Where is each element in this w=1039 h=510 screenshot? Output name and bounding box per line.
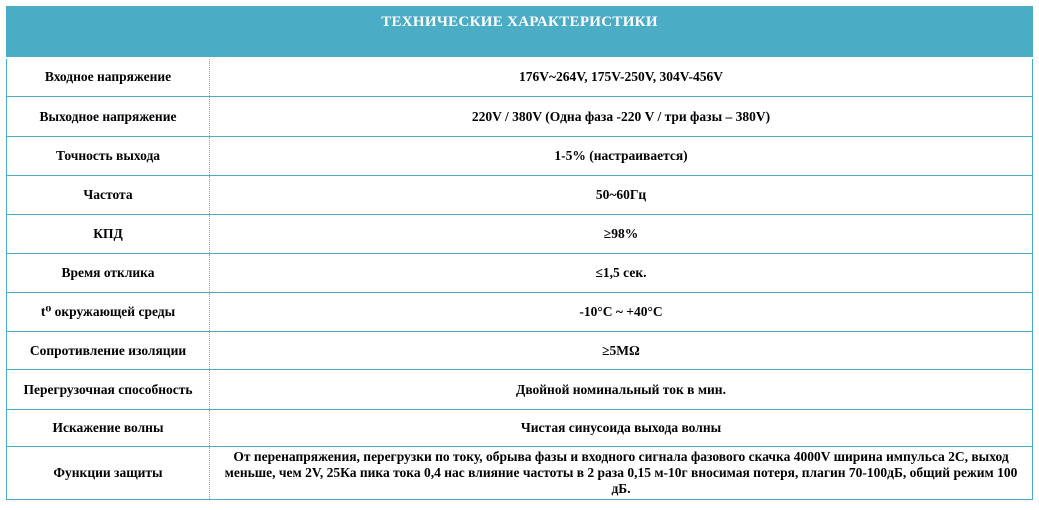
- row-label: Точность выхода: [7, 137, 210, 176]
- table-row: [7, 447, 1033, 500]
- row-label: Функции защиты: [7, 447, 210, 500]
- table-row: [7, 176, 1033, 215]
- table-row: [7, 410, 1033, 447]
- table-row: [7, 332, 1033, 370]
- row-label: Входное напряжение: [7, 58, 210, 97]
- row-label: Выходное напряжение: [7, 97, 210, 137]
- table-row: [7, 254, 1033, 293]
- row-label: Время отклика: [7, 254, 210, 293]
- row-value: ≥98%: [210, 215, 1033, 254]
- table-row: [7, 370, 1033, 410]
- row-value: ≤1,5 сек.: [210, 254, 1033, 293]
- table-row: [7, 215, 1033, 254]
- row-label: Перегрузочная способность: [7, 370, 210, 410]
- row-label: Искажение волны: [7, 410, 210, 447]
- row-value: ≥5MΩ: [210, 332, 1033, 370]
- table-row: [7, 58, 1033, 97]
- table-title: ТЕХНИЧЕСКИЕ ХАРАКТЕРИСТИКИ: [7, 7, 1033, 58]
- row-label: Сопротивление изоляции: [7, 332, 210, 370]
- table-row: [7, 97, 1033, 137]
- table-row: [7, 293, 1033, 332]
- table-row: [7, 137, 1033, 176]
- row-value: 1-5% (настраивается): [210, 137, 1033, 176]
- row-label: t⁰ окружающей среды: [7, 293, 210, 332]
- row-label: Частота: [7, 176, 210, 215]
- row-label: КПД: [7, 215, 210, 254]
- row-value: 220V / 380V (Одна фаза -220 V / три фазы – 380V): [210, 97, 1033, 137]
- row-value: Чистая синусоида выхода волны: [210, 410, 1033, 447]
- row-value: 50~60Гц: [210, 176, 1033, 215]
- row-value: Двойной номинальный ток в мин.: [210, 370, 1033, 410]
- table-header-row: [7, 7, 1033, 58]
- spec-table: [6, 6, 1033, 500]
- row-value: -10°C ~ +40°C: [210, 293, 1033, 332]
- row-value: От перенапряжения, перегрузки по току, обрыва фазы и входного сигнала фазового скачка 4000V ширина импульса 2С, выход меньше, чем 2V, 25Ка пика тока 0,4 нас влияние частоты в 2 раза 0,15 м-10г вносимая потеря, плагин 70-100дБ, общий режим 100 дБ.: [210, 447, 1033, 500]
- row-value: 176V~264V, 175V-250V, 304V-456V: [210, 58, 1033, 97]
